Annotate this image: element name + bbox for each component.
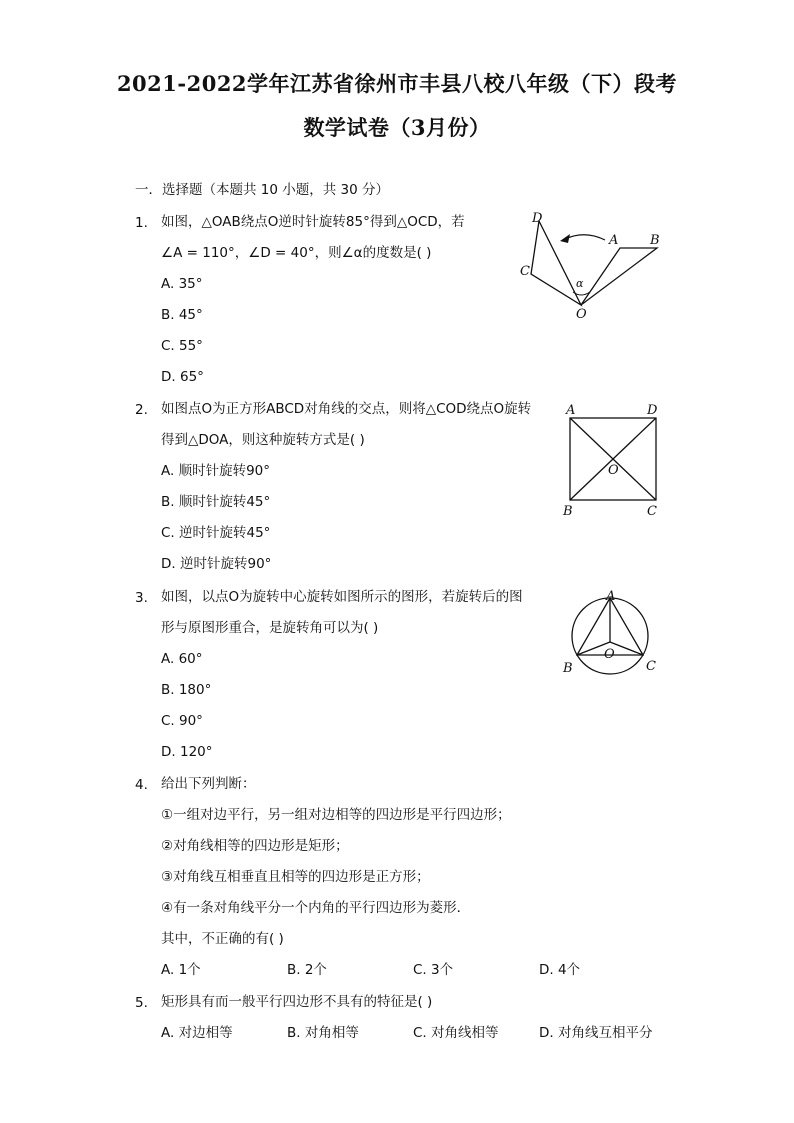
question-4-item-4: ④有一条对角线平分一个内角的平行四边形为菱形． xyxy=(161,900,471,916)
question-5-option-c: C. 对角线相等 xyxy=(413,1025,499,1041)
question-4-item-1: ①一组对边平行，另一组对边相等的四边形是平行四边形； xyxy=(161,807,511,823)
label-c: C xyxy=(646,659,656,674)
question-5-option-b: B. 对角相等 xyxy=(287,1025,359,1041)
label-d: D xyxy=(647,403,658,418)
segment-oc xyxy=(610,642,643,655)
question-1-number: 1. xyxy=(135,215,148,231)
question-5-option-a: A. 对边相等 xyxy=(161,1025,233,1041)
rotation-arrowhead xyxy=(560,234,570,243)
question-4-number: 4. xyxy=(135,777,148,793)
page-title-line1: 2021-2022学年江苏省徐州市丰县八校八年级（下）段考 xyxy=(116,71,678,96)
label-o: O xyxy=(608,463,619,478)
question-4-option-c: C. 3个 xyxy=(413,962,454,978)
question-1-option-b: B. 45° xyxy=(161,307,203,323)
page-title-line2: 数学试卷（3月份） xyxy=(303,115,491,140)
question-3-option-a: A. 60° xyxy=(161,651,203,667)
label-b: B xyxy=(650,233,660,248)
question-1-option-c: C. 55° xyxy=(161,338,203,354)
question-4-option-b: B. 2个 xyxy=(287,962,327,978)
question-2-line2: 得到△DOA，则这种旋转方式是( ) xyxy=(161,432,365,448)
question-5-number: 5. xyxy=(135,995,148,1011)
label-a: A xyxy=(566,403,576,418)
label-b: B xyxy=(563,504,573,519)
section-heading: 一．选择题（本题共 10 小题，共 30 分） xyxy=(135,182,390,198)
question-1-line2: ∠A = 110°，∠D = 40°，则∠α的度数是( ) xyxy=(161,245,432,261)
question-1-option-d: D. 65° xyxy=(161,369,204,385)
triangle-oab xyxy=(581,248,657,305)
label-c: C xyxy=(520,264,530,279)
question-4-line2: 其中，不正确的有( ) xyxy=(161,931,284,947)
question-2-option-c: C. 逆时针旋转45° xyxy=(161,525,271,541)
question-1-figure xyxy=(510,205,670,325)
question-3-option-d: D. 120° xyxy=(161,744,213,760)
question-3-line1: 如图，以点O为旋转中心旋转如图所示的图形，若旋转后的图 xyxy=(161,589,523,605)
question-5-line1: 矩形具有而一般平行四边形不具有的特征是( ) xyxy=(161,994,433,1010)
question-1-option-a: A. 35° xyxy=(161,276,203,292)
label-o: O xyxy=(576,307,587,322)
question-4-item-3: ③对角线互相垂直且相等的四边形是正方形； xyxy=(161,869,430,885)
question-2-number: 2. xyxy=(135,402,148,418)
question-2-option-d: D. 逆时针旋转90° xyxy=(161,556,272,572)
label-a: A xyxy=(606,589,616,604)
question-3-figure xyxy=(555,588,665,680)
label-o: O xyxy=(604,647,615,662)
question-4-option-d: D. 4个 xyxy=(539,962,581,978)
question-2-option-b: B. 顺时针旋转45° xyxy=(161,494,271,510)
question-5-option-d: D. 对角线互相平分 xyxy=(539,1025,653,1041)
question-4-item-2: ②对角线相等的四边形是矩形； xyxy=(161,838,349,854)
label-alpha: α xyxy=(576,277,584,290)
rotation-arrow xyxy=(565,235,605,240)
question-3-number: 3. xyxy=(135,590,148,606)
question-1-line1: 如图，△OAB绕点O逆时针旋转85°得到△OCD，若 xyxy=(161,214,465,230)
label-d: D xyxy=(532,211,543,226)
question-3-option-c: C. 90° xyxy=(161,713,203,729)
question-4-option-a: A. 1个 xyxy=(161,962,201,978)
label-c: C xyxy=(647,504,657,519)
question-3-option-b: B. 180° xyxy=(161,682,212,698)
question-2-line1: 如图点O为正方形ABCD对角线的交点，则将△COD绕点O旋转 xyxy=(161,401,532,417)
question-3-line2: 形与原图形重合，是旋转角可以为( ) xyxy=(161,620,379,636)
question-2-option-a: A. 顺时针旋转90° xyxy=(161,463,271,479)
question-2-figure xyxy=(558,400,668,520)
label-b: B xyxy=(563,661,573,676)
label-a: A xyxy=(609,233,619,248)
question-4-line1: 给出下列判断： xyxy=(161,776,256,792)
